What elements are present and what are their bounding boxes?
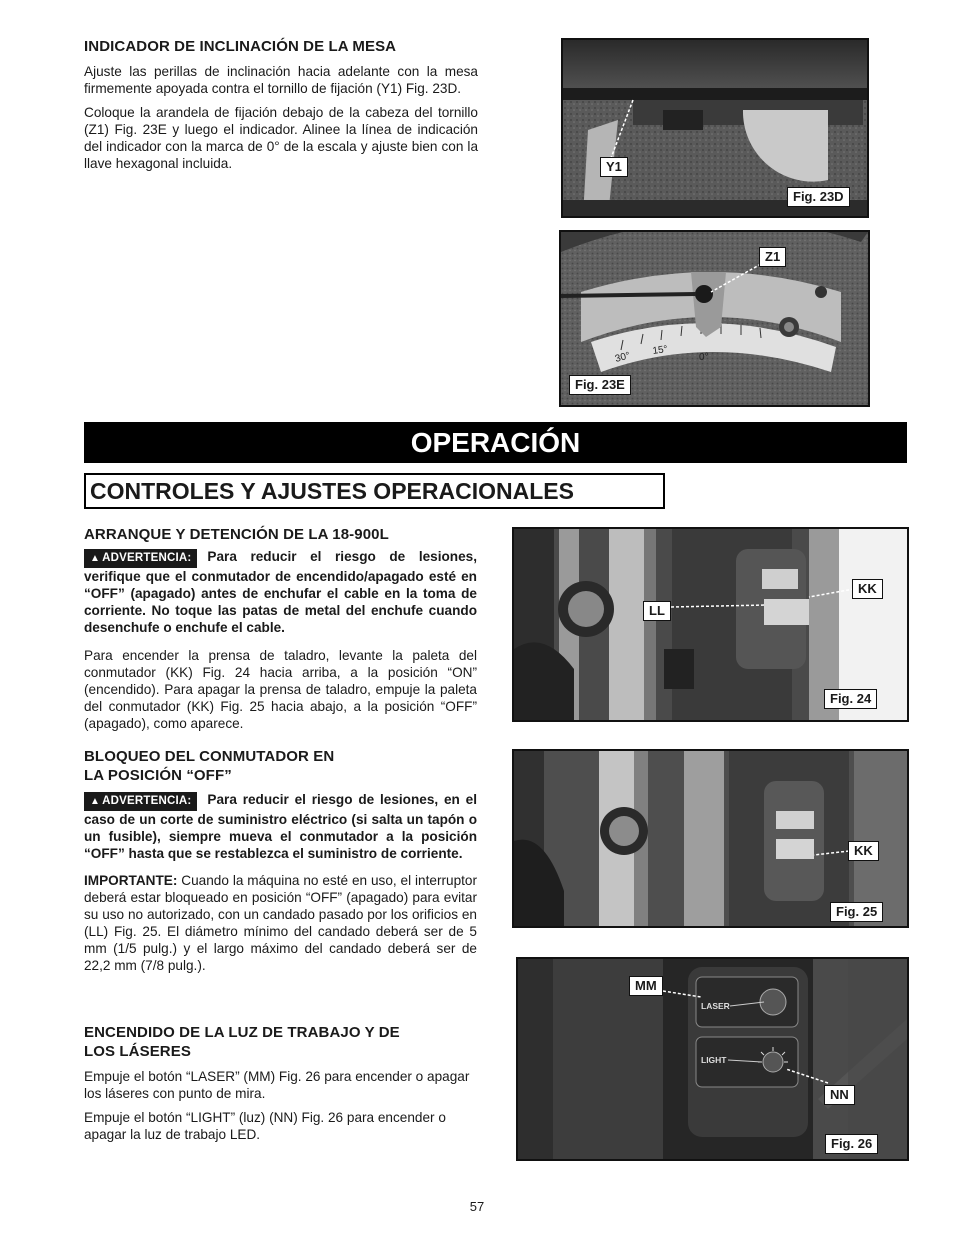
page-number: 57 xyxy=(469,1199,485,1214)
figure-26 xyxy=(516,957,909,1161)
figure-25 xyxy=(512,749,909,928)
light-button-label: LIGHT xyxy=(701,1055,727,1065)
figure-25-caption: Fig. 25 xyxy=(830,902,883,922)
paragraph-lights-2: Empuje el botón “LIGHT” (luz) (NN) Fig. 26 para encender o apagar la luz de trabajo LED. xyxy=(84,1110,446,1142)
figure-24-caption: Fig. 24 xyxy=(824,689,877,709)
warning-start-stop: ▲ ADVERTENCIA: Para reducir el riesgo de lesiones, verifique que el conmutador de encendido/apagado esté en “OFF” (apagado) antes de enchufar el cable en la toma de corriente. No toque las patas de metal del enchufe cuando desenchufe o enchufe el cable. xyxy=(84,549,477,635)
section-heading-indicator: INDICADOR DE INCLINACIÓN DE LA MESA xyxy=(84,38,397,55)
label-kk-fig24: KK xyxy=(852,579,883,599)
label-mm: MM xyxy=(629,976,663,996)
scale-mark-0: 0° xyxy=(699,352,709,363)
paragraph-start-stop: Para encender la prensa de taladro, levante la paleta del conmutador (KK) Fig. 24 hacia arriba, a la posición “ON” (encendido). Para apagar la prensa de taladro, empuje la paleta del conmutador (KK) Fig. 25 hacia abajo, a la posición “OFF” (apagado), como aparece. xyxy=(84,648,477,731)
section-heading-start-stop: ARRANQUE Y DETENCIÓN DE LA 18-900L xyxy=(84,526,389,543)
figure-23e-caption: Fig. 23E xyxy=(569,375,631,395)
laser-button-label: LASER xyxy=(701,1001,730,1011)
scale-mark-30: 30° xyxy=(613,350,632,365)
paragraph-lights-1: Empuje el botón “LASER” (MM) Fig. 26 para encender o apagar los láseres con punto de mira. xyxy=(84,1069,470,1101)
paragraph-indicator-2: Coloque la arandela de fijación debajo de la cabeza del tornillo (Z1) Fig. 23E y luego el indicador. Alinee la línea de indicación del indicador con la marca de 0° de la escala y ajuste bien con la llave hexagonal incluida. xyxy=(84,105,478,171)
figure-23e xyxy=(559,230,870,407)
figure-24 xyxy=(512,527,909,722)
figure-25-photo xyxy=(514,751,907,926)
figure-23d xyxy=(561,38,869,218)
label-kk-fig25: KK xyxy=(848,841,879,861)
figure-26-caption: Fig. 26 xyxy=(825,1134,878,1154)
warning-badge: ▲ ADVERTENCIA: xyxy=(84,549,197,568)
warning-badge: ▲ ADVERTENCIA: xyxy=(84,792,197,811)
warning-lock: ▲ ADVERTENCIA: Para reducir el riesgo de lesiones, en el caso de un corte de suministro eléctrico (si salta un tapón o un fusible), siempre mueva el conmutador a la posición “OFF” hasta que se restablezca el suministro de corriente. xyxy=(84,792,477,861)
warning-triangle-icon: ▲ xyxy=(90,796,101,807)
figure-23d-caption: Fig. 23D xyxy=(787,187,850,207)
label-y1: Y1 xyxy=(600,157,628,177)
operation-banner: OPERACIÓN xyxy=(84,422,907,463)
figure-26-photo xyxy=(518,959,907,1159)
label-nn: NN xyxy=(824,1085,855,1105)
label-ll-fig24: LL xyxy=(643,601,671,621)
paragraph-important: IMPORTANTE: Cuando la máquina no esté en uso, el interruptor deberá estar bloqueado en posición “OFF” (apagado) para evitar su uso no autorizado, con un candado pasado por los orificios en (LL) Fig. 25. El diámetro mínimo del candado deberá ser de 5 mm (1/5 pulg.) y el largo máximo del candado deberá ser de 22,2 mm (7/8 pulg.). xyxy=(84,873,477,973)
warning-triangle-icon: ▲ xyxy=(90,553,101,564)
paragraph-indicator-1: Ajuste las perillas de inclinación hacia adelante con la mesa firmemente apoyada contra el tornillo de fijación (Y1) Fig. 23D. xyxy=(84,64,478,96)
section-heading-lights: ENCENDIDO DE LA LUZ DE TRABAJO Y DE LOS LÁSERES xyxy=(84,1024,400,1060)
section-heading-lock: BLOQUEO DEL CONMUTADOR EN LA POSICIÓN “OFF” xyxy=(84,748,335,784)
label-z1: Z1 xyxy=(759,247,786,267)
controls-heading: CONTROLES Y AJUSTES OPERACIONALES xyxy=(84,473,665,509)
scale-mark-15: 15° xyxy=(651,343,669,357)
